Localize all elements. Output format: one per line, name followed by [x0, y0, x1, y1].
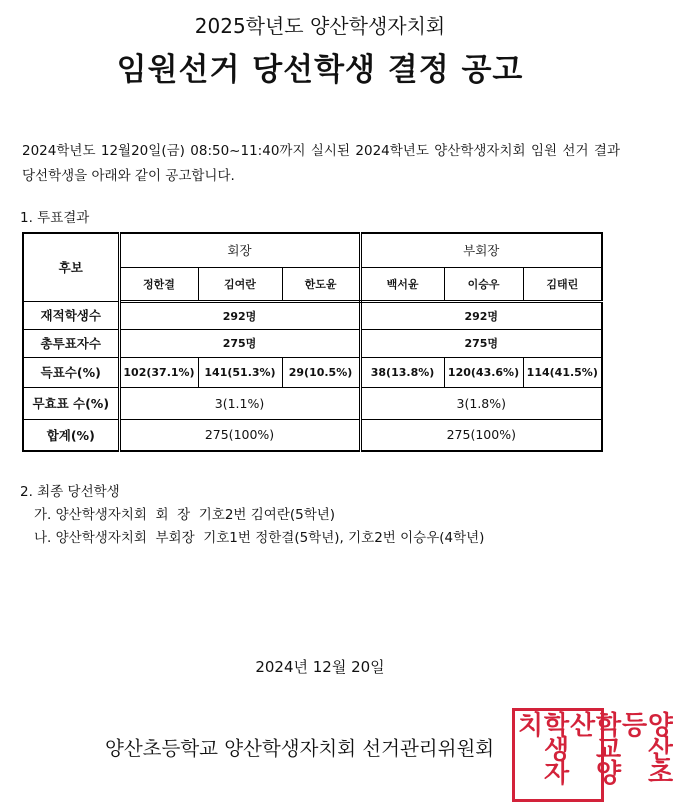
- official-seal-stamp: [512, 708, 673, 802]
- candidate-name: 정한결: [119, 267, 198, 301]
- announcement-date: 2024년 12월 20일: [255, 658, 385, 676]
- candidate-header: 후보: [23, 233, 119, 301]
- page-title: 임원선거 당선학생 결정 공고: [116, 52, 524, 88]
- vote-count: 141(51.3%): [198, 357, 282, 387]
- enrolled-vice: 292명: [360, 301, 602, 329]
- voters-president: 275명: [119, 329, 360, 357]
- voters-vice: 275명: [360, 329, 602, 357]
- row-label-enrolled: 재적학생수: [23, 301, 119, 329]
- group-vice-header: 부회장: [360, 233, 602, 267]
- vote-count: 102(37.1%): [119, 357, 198, 387]
- vote-count: 114(41.5%): [523, 357, 602, 387]
- invalid-president: 3(1.1%): [119, 387, 360, 419]
- row-label-votes: 득표수(%): [23, 357, 119, 387]
- total-vice: 275(100%): [360, 419, 602, 451]
- section-heading-results: 1. 투표결과: [20, 210, 90, 226]
- winner-item-vice: 나. 양산학생자치회 부회장 기호1번 정한결(5학년), 기호2번 이승우(4학년): [34, 530, 485, 546]
- vote-count: 38(13.8%): [360, 357, 444, 387]
- vote-count: 120(43.6%): [444, 357, 523, 387]
- candidate-name: 한도윤: [282, 267, 360, 301]
- winner-item-president: 가. 양산학생자치회 회 장 기호2번 김여란(5학년): [34, 507, 336, 523]
- total-president: 275(100%): [119, 419, 360, 451]
- seal-column: 학교양산: [565, 711, 621, 783]
- candidate-name: 김태린: [523, 267, 602, 301]
- group-president-header: 회장: [119, 233, 360, 267]
- vote-count: 29(10.5%): [282, 357, 360, 387]
- section-heading-winners: 2. 최종 당선학생: [20, 484, 120, 500]
- candidate-name: 백서윤: [360, 267, 444, 301]
- candidate-name: 김여란: [198, 267, 282, 301]
- seal-column: 학생자치: [513, 711, 569, 783]
- organization-name: 양산초등학교 양산학생자치회 선거관리위원회: [105, 737, 495, 760]
- row-label-total: 합계(%): [23, 419, 119, 451]
- intro-paragraph: 2024학년도 12월20일(금) 08:50~11:40까지 실시된 2024학년도 양산학생자치회 임원 선거 결과 당선학생을 아래와 같이 공고합니다.: [22, 143, 620, 184]
- candidate-name: 이승우: [444, 267, 523, 301]
- seal-column: 양산초등: [617, 711, 673, 783]
- row-label-invalid: 무효표 수(%): [23, 387, 119, 419]
- row-label-total-voters: 총투표자수: [23, 329, 119, 357]
- invalid-vice: 3(1.8%): [360, 387, 602, 419]
- vote-results-table: [22, 232, 603, 452]
- page-subtitle: 2025학년도 양산학생자치회: [194, 14, 446, 38]
- enrolled-president: 292명: [119, 301, 360, 329]
